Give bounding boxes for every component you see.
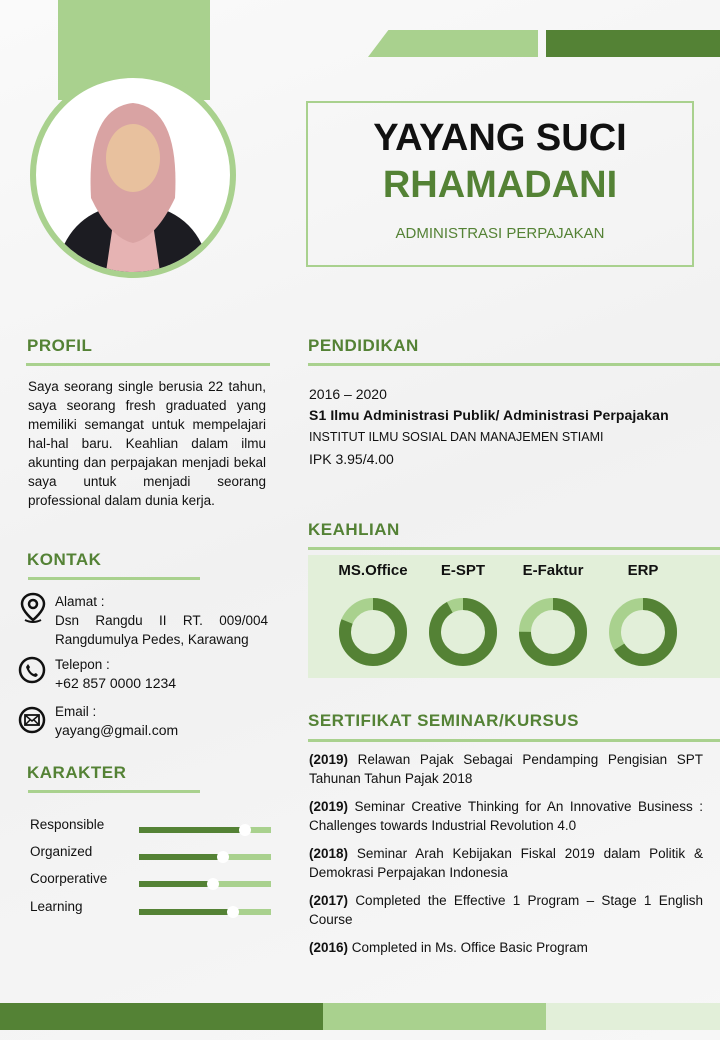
certificate-text: Seminar Creative Thinking for An Innovative Business : Challenges towards Industrial Revolution 4.0: [309, 799, 703, 833]
trait-level-bar: [139, 881, 271, 887]
decor-bar-dark: [546, 30, 720, 57]
name-box: [306, 101, 694, 267]
keahlian-divider: [308, 547, 720, 550]
sertifikat-divider: [308, 739, 720, 742]
certificate-year: (2017): [309, 893, 349, 908]
trait-bar-fill: [139, 854, 219, 860]
education-school: INSTITUT ILMU SOSIAL DAN MANAJEMEN STIAMI: [309, 430, 604, 444]
trait-level-bar: [139, 909, 271, 915]
keahlian-heading: KEAHLIAN: [308, 520, 400, 539]
skill-donut: [517, 596, 589, 673]
decor-bar-light: [368, 30, 538, 57]
pendidikan-divider: [308, 363, 720, 366]
skill-donut: [607, 596, 679, 673]
certificate-text: Completed in Ms. Office Basic Program: [351, 940, 588, 955]
karakter-divider: [28, 790, 200, 793]
address-value: Dsn Rangdu II RT. 009/004 Rangdumulya Pedes, Karawang: [55, 613, 268, 647]
phone-label: Telepon :: [55, 657, 110, 672]
trait-bar-track: [218, 881, 271, 887]
trait-label: Responsible: [30, 817, 105, 832]
trait-bar-track: [250, 827, 271, 833]
email-label: Email :: [55, 704, 97, 719]
email-value[interactable]: yayang@gmail.com: [55, 722, 179, 738]
trait-label: Coorperative: [30, 871, 108, 886]
trait-bar-knob: [239, 824, 251, 836]
phone-value: +62 857 0000 1234: [55, 675, 177, 691]
certificate-text: Relawan Pajak Sebagai Pendamping Pengisian SPT Tahunan Tahun Pajak 2018: [309, 752, 703, 786]
certificate-text: Completed the Effective 1 Program – Stage 1 English Course: [309, 893, 703, 927]
trait-level-bar: [139, 827, 271, 833]
first-name: YAYANG SUCI: [373, 117, 627, 159]
karakter-heading: KARAKTER: [27, 763, 127, 782]
last-name: RHAMADANI: [382, 164, 618, 206]
certificate-item: [309, 938, 703, 957]
skill-donut: [337, 596, 409, 673]
kontak-divider: [28, 577, 200, 580]
profil-divider: [26, 363, 270, 366]
certificate-year: (2019): [309, 799, 349, 814]
pendidikan-heading: PENDIDIKAN: [308, 336, 419, 355]
trait-bar-fill: [139, 881, 209, 887]
skill-donut-fill: [435, 604, 491, 660]
certificate-item: [309, 891, 703, 929]
education-gpa: IPK 3.95/4.00: [309, 451, 394, 467]
skill-label: E-Faktur: [522, 562, 584, 579]
profile-photo: [30, 72, 236, 278]
sertifikat-heading: SERTIFIKAT SEMINAR/KURSUS: [308, 711, 579, 730]
phone-icon: [18, 656, 46, 689]
trait-bar-fill: [139, 909, 229, 915]
certificate-year: (2019): [309, 752, 349, 767]
skill-label: ERP: [627, 562, 659, 579]
trait-bar-track: [238, 909, 271, 915]
trait-bar-track: [228, 854, 271, 860]
job-title: ADMINISTRASI PERPAJAKAN: [395, 225, 605, 242]
contact-address: [55, 592, 268, 649]
certificate-year: (2016): [309, 940, 349, 955]
contact-email: [55, 702, 178, 740]
trait-level-bar: [139, 854, 271, 860]
trait-bar-knob: [227, 906, 239, 918]
skill-label: E-SPT: [440, 562, 486, 579]
address-label: Alamat :: [55, 594, 105, 609]
trait-bar-fill: [139, 827, 241, 833]
trait-bar-knob: [217, 851, 229, 863]
education-degree: S1 Ilmu Administrasi Publik/ Administrasi Perpajakan: [309, 407, 669, 423]
certificate-list: [309, 750, 703, 966]
contact-phone: [55, 655, 176, 693]
certificate-text: Seminar Arah Kebijakan Fiskal 2019 dalam Politik & Demokrasi Perpajakan Indonesia: [309, 846, 703, 880]
location-pin-icon: [20, 592, 46, 629]
footer-bar-pale: [546, 1003, 720, 1030]
footer-bar-light: [323, 1003, 546, 1030]
certificate-item: [309, 844, 703, 882]
certificate-item: [309, 750, 703, 788]
kontak-heading: KONTAK: [27, 550, 102, 569]
trait-label: Organized: [30, 844, 93, 859]
education-entry: [309, 386, 695, 467]
trait-bar-knob: [207, 878, 219, 890]
profil-heading: PROFIL: [27, 336, 93, 355]
footer-bar-dark: [0, 1003, 323, 1030]
certificate-year: (2018): [309, 846, 349, 861]
mail-icon: [18, 706, 46, 739]
skill-label: MS.Office: [338, 562, 408, 579]
education-years: 2016 – 2020: [309, 386, 387, 402]
certificate-item: [309, 797, 703, 835]
skill-donut: [427, 596, 499, 673]
trait-label: Learning: [30, 899, 83, 914]
profil-text: Saya seorang single berusia 22 tahun, saya seorang fresh graduated yang memiliki semangat untuk mempelajari hal-hal baru. Keahlian dalam ilmu akunting dan perpajakan menjadi bekal saya untuk menjadi seorang professional dalam dunia kerja.: [28, 379, 266, 508]
